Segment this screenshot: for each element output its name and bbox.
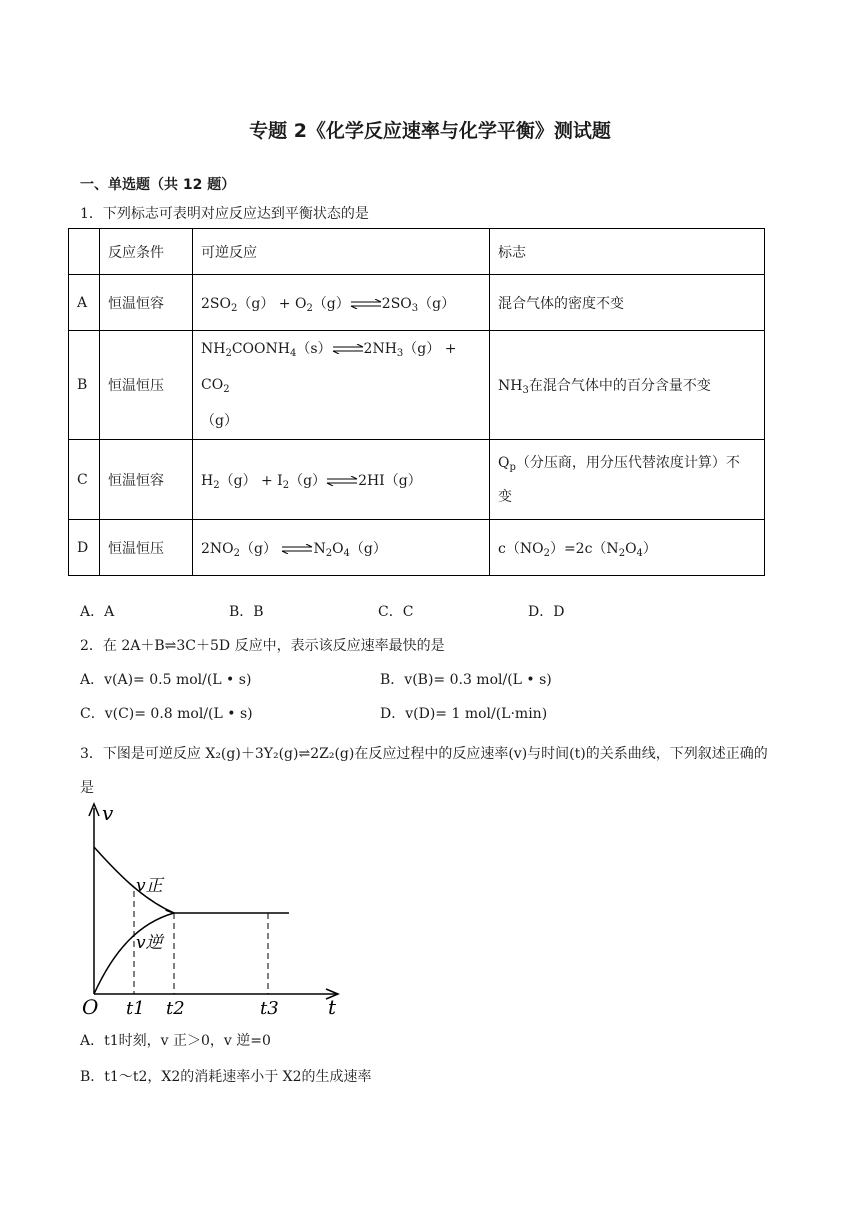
q2-option-b[interactable]: B．v(B)= 0.3 mol/(L • s): [380, 672, 552, 688]
header-cell: 标志: [490, 229, 765, 275]
q1-option-b[interactable]: B．B: [229, 604, 264, 620]
tick-label: t2: [166, 998, 185, 1019]
row-sign: $c(NO_2)=2c(N_2O_4)$: [490, 520, 765, 576]
table-row: [69, 331, 765, 440]
q1-table: [68, 228, 765, 576]
row-condition: 恒温恒容: [100, 275, 193, 331]
row-condition: 恒温恒压: [100, 520, 193, 576]
header-cell: [69, 229, 100, 275]
row-reaction: $2SO_2(g) + O_2(g)$ $2SO_3(g)$: [193, 275, 490, 331]
q3-option-a[interactable]: A．t1时刻，v 正＞0，v 逆=0: [80, 1033, 271, 1049]
q2-option-c[interactable]: C．v(C)= 0.8 mol/(L • s): [80, 706, 253, 722]
section-heading: 一、单选题（共 12 题）: [80, 177, 236, 193]
row-reaction: $H_2(g) + I_2(g)$ 2HI（g）: [193, 440, 490, 520]
table-row: [69, 440, 765, 520]
q1-option-a[interactable]: A．A: [80, 604, 115, 620]
row-sign: $NH_3$在混合气体中的百分含量不变: [490, 331, 765, 440]
row-sign: $Q_p$（分压商，用分压代替浓度计算）不 变: [490, 440, 765, 520]
row-label: B: [69, 331, 100, 440]
header-cell: 反应条件: [100, 229, 193, 275]
tick-label: t1: [126, 998, 145, 1019]
equilibrium-arrow-icon: [281, 544, 313, 554]
equilibrium-arrow-icon: [332, 344, 364, 354]
q2-option-d[interactable]: D．v(D)= 1 mol/(L·min): [380, 706, 548, 722]
row-reaction: $2NO_2(g)$ $N_2O_4(g)$: [193, 520, 490, 576]
q1-option-c[interactable]: C．C: [378, 604, 414, 620]
q2-option-a[interactable]: A．v(A)= 0.5 mol/(L • s): [80, 672, 252, 688]
row-label: A: [69, 275, 100, 331]
rate-time-graph: [74, 800, 350, 1022]
q1-stem: 1．下列标志可表明对应反应达到平衡状态的是: [80, 206, 369, 222]
row-sign: 混合气体的密度不变: [490, 275, 765, 331]
equilibrium-arrow-icon: [326, 476, 358, 486]
header-cell: 可逆反应: [193, 229, 490, 275]
table-header-row: [69, 229, 765, 275]
x-axis-label: t: [328, 995, 337, 1019]
row-condition: 恒温恒压: [100, 331, 193, 440]
origin-label: O: [82, 995, 99, 1019]
table-row: [69, 275, 765, 331]
page-title: 专题 2《化学反应速率与化学平衡》测试题: [249, 120, 611, 142]
row-condition: 恒温恒容: [100, 440, 193, 520]
table-row: [69, 520, 765, 576]
row-label: D: [69, 520, 100, 576]
y-axis-label: v: [102, 801, 114, 825]
q2-stem: 2．在 2A＋B⇌3C＋5D 反应中，表示该反应速率最快的是: [80, 638, 445, 654]
forward-rate-label: v正: [136, 876, 163, 896]
equilibrium-arrow-icon: [350, 299, 382, 309]
q3-option-b[interactable]: B．t1～t2，X2的消耗速率小于 X2的生成速率: [80, 1069, 372, 1085]
row-label: C: [69, 440, 100, 520]
tick-label: t3: [260, 998, 279, 1019]
row-reaction: $NH_2COONH_4(s)$ $2NH_3(g) + CO_2$ （g）: [193, 331, 490, 440]
q3-stem: 3．下图是可逆反应 X₂(g)＋3Y₂(g)⇌2Z₂(g)在反应过程中的反应速率(v)与时间(t)的关系曲线，下列叙述正确的是: [80, 746, 768, 796]
q1-option-d[interactable]: D．D: [528, 604, 565, 620]
reverse-rate-label: v逆: [136, 933, 163, 953]
